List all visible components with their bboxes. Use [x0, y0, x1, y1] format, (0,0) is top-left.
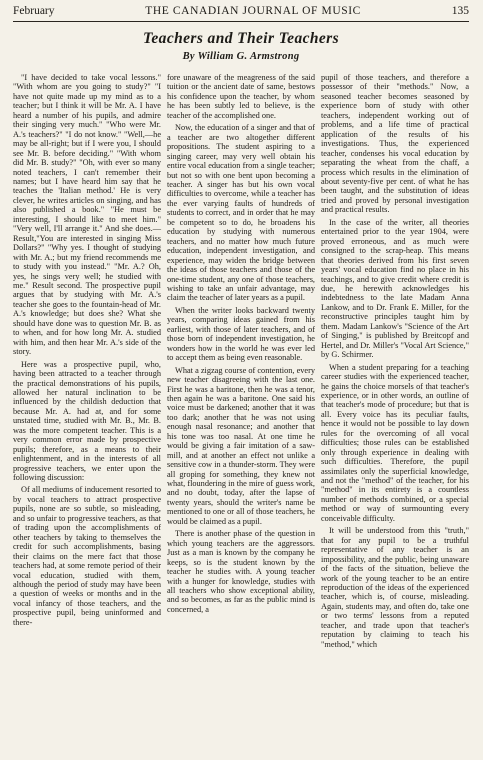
text-column-3	[321, 73, 469, 649]
article-body	[13, 73, 469, 649]
header-page-number: 135	[451, 5, 469, 17]
paragraph: In the case of the writer, all theories entertained prior to the year 1904, were proved erroneous, and as much were consigned to the scrap-heap. This means that theories derived from his first seven years' vocal education find no place in his teachings, and to give credit where credit is due, he herewith acknowledges his indebtedness to the late Madam Anna Lankow, and to Dr. Frank E. Miller, for the reconstructive principles taught him by them. Madam Lankow's "Science of the Art of Singing," is published by Breitcopf and Hertel, and Dr. Miller's "Vocal Art Science," by G. Schirmer.	[321, 217, 469, 360]
header-month: February	[13, 5, 55, 17]
header-journal-title: THE CANADIAN JOURNAL OF MUSIC	[145, 5, 361, 17]
paragraph: "I have decided to take vocal lessons." "With whom are you going to study?" "I have not quite made up my mind as to a teacher; but I think it will be Mr. A. I have heard a number of his pupils, and admire their singing very much." "Who were Mr. A.'s teachers?" "I do not know." "Well,—he may be all-right; but if I were you, I should see Mr. B. before deciding." "With whom did Mr. B. study?" "Oh, with ever so many noted teachers, I can't remember their names; but I have heard him say that he teaches the 'Italian method.' He is very clever, he writes articles on singing, and has also published a book." "He must be interesting, I should like to meet him." "Very well, I'll arrange it." And she does.—Result,"You are interested in singing Miss Dollars?" "Why yes. I thought of studying with Mr. A.; but my friend recommends me to study with you instead." "Mr. A.? Oh, yes, he sings very well; he studied with me." Result second. The prospective pupil argues that by studying with Mr. A.'s teacher she goes to the fountain-head of Mr. A.'s knowledge; but does she? What she should have done was to question Mr. B. as to when, and for how long Mr. A. studied with him, and then hear Mr. A.'s side of the story.	[13, 73, 161, 357]
paragraph: pupil of those teachers, and therefore a possessor of their "methods." Now, a seasoned teacher becomes seasoned by experience born of study with other teachers, independent working out of problems, and a life time of practical application of the results of his investigations. Thus, the experienced teacher, condenses his vocal education by separating the wheat from the chaff, a process which results in the elimination of about seventy-five per cent. of what he has been taught, and the substitution of ideas tried and proved by personal investigation and practical results.	[321, 73, 469, 215]
running-header	[13, 4, 469, 22]
paragraph: When the writer looks backward twenty years, comparing ideas gained from his earliest, with those of later teachers, and of those born of independent investigation, he wonders how in the world he was ever led to accept them as being even reasonable.	[167, 305, 315, 363]
text-column-2	[167, 73, 315, 649]
article-title: Teachers and Their Teachers	[142, 30, 340, 47]
paragraph: When a student preparing for a teaching career studies with the experienced teacher, he gains the choice morsels of that teacher's experience, or in other words, an outline of that teacher's mode of procedure; but that is all. Every voice has its peculiar faults, hence it would not be possible to lay down rules for the overcoming of all vocal difficulties; those rules can be established only through experience in dealing with such difficulties. Therefore, the pupil assimilates only the superficial knowledge, and not the "method" of the teacher, for his "method" in its entirety is a countless number of methods combined, or a special method or way of surmounting every conceivable difficulty.	[321, 362, 469, 523]
paragraph: fore unaware of the meagreness of the said tuition or the ancient date of same, bestows his confidence upon the teacher, by whom he has been subtly led to believe, is the teacher of the accomplished one.	[167, 73, 315, 120]
article-byline: By William G. Armstrong	[182, 51, 300, 62]
paragraph: Now, the education of a singer and that of a teacher are two altogether different propositions. The student aspiring to a singing career, may very well obtain his entire vocal education from a single teacher; but not so with one bent upon becoming a teacher. A singer has but his own vocal difficulties to overcome, while a teacher has the ever varying faults of hundreds of students to correct, and in order that he may be competent so to do, he broadens his education by studying with numerous teachers, and no matter how much future education, independent investigation, and experience, may widen the bridge between the ideas of those teachers and those of the one-time student, any one of those teachers, wishing to take an unfair advantage, may claim the teacher of later years as a pupil.	[167, 123, 315, 303]
paragraph: Of all mediums of inducement resorted to by vocal teachers to attract prospective pupils, none are so subtle, so misleading, and so unfair to progressive teachers, as that of trading upon the accomplishments of other teachers by taking to themselves the credit for such accomplishments, basing their claims on the mere fact that those teachers had, at some remote period of their vocal education, studied with them, although the period of study may have been a question of weeks or months and in the vocal infancy of those teachers, and the prospective pupil, being uninformed and there-	[13, 485, 161, 627]
paragraph: Here was a prospective pupil, who, having been attracted to a teacher through the practical demonstrations of his pupils, allowed her natural inclination to be influenced by the childish deduction that because Mr. A. had at, and for some unstated time, studied with Mr. B., Mr. B. was the more competent teacher. This is a very common error made by prospective pupils; therefore, as a means to their enlightenment, and in the interests of all progressive teachers, we enter upon the following discussion:	[13, 359, 161, 483]
paragraph: It will be understood from this "truth," that for any pupil to be a truthful representative of any teacher is an impossibility, and the public, being unaware of the facts of the situation, believe the work of the young teacher to be an entire reproduction of the ideas of the experienced teacher, which is, of course, misleading. Again, students may, and often do, take one or two terms' lessons from a reputed teacher, and trade upon that teacher's reputation by claiming to teach his "method," which	[321, 526, 469, 649]
paragraph: There is another phase of the question in which young teachers are the aggressors. Just as a man is known by the company he keeps, so is the student known by the teacher he studies with. A young teacher with a hunger for knowledge, studies with all teachers who show exceptional ability, and so becomes, as far as the public mind is concerned, a	[167, 529, 315, 614]
text-column-1	[13, 73, 161, 649]
paragraph: What a zigzag course of contention, every new teacher disagreeing with the last one. First he was a baritone, then he was a tenor, then again he was a baritone. One said his voice must be darkened; another that it was too dark; another that he was not using enough nasal resonance; and another that his tone was too nasal. At one time he would be giving a fair imitation of a saw-mill, and at another an effect not unlike a sensitive cow in a thunder-storm. They were all groping for something, they knew not what, floundering in the mire of guess work, and no doubt, today, after the lapse of twenty years, should the writer's name be mentioned to one or all of those teachers, he would be claimed as a pupil.	[167, 365, 315, 526]
